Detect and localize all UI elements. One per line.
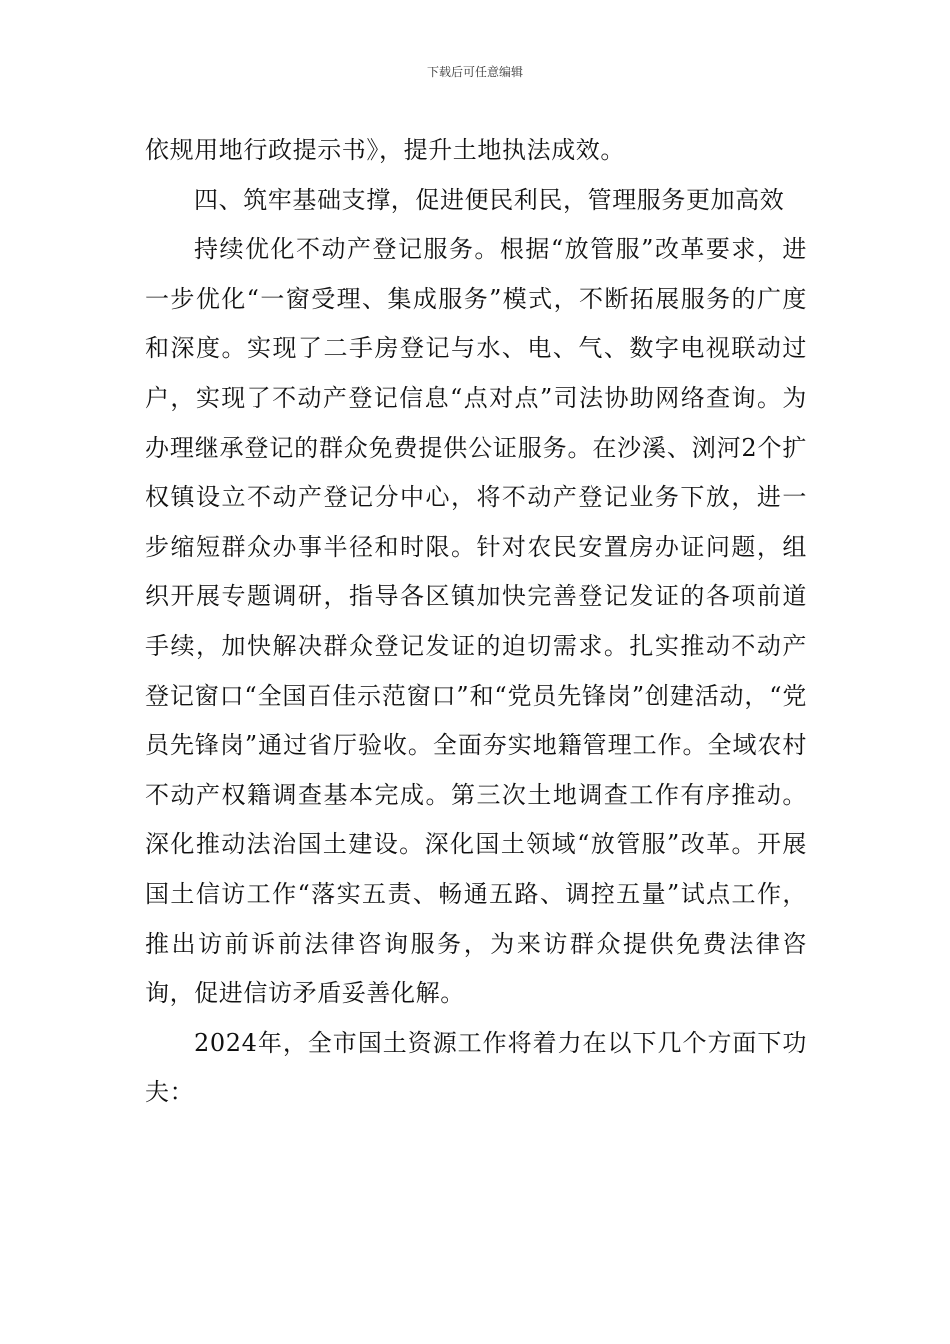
paragraph-continuation: 依规用地行政提示书》，提升土地执法成效。 <box>145 136 625 164</box>
document-body <box>145 126 807 1118</box>
paragraph-registration-service: 持续优化不动产登记服务。根据“放管服”改革要求，进一步优化“一窗受理、集成服务”模式，不断拓展服务的广度和深度。实现了二手房登记与水、电、气、数字电视联动过户，实现了不动产登记信息“点对点”司法协助网络查询。为办理继承登记的群众免费提供公证服务。在沙溪、浏河2个扩权镇设立不动产登记分中心，将不动产登记业务下放，进一步缩短群众办事半径和时限。针对农民安置房办证问题，组织开展专题调研，指导各区镇加快完善登记发证的各项前道手续，加快解决群众登记发证的迫切需求。扎实推动不动产登记窗口“全国百佳示范窗口”和“党员先锋岗”创建活动，“党员先锋岗”通过省厅验收。全面夯实地籍管理工作。全域农村不动产权籍调查基本完成。第三次土地调查工作有序推动。深化推动法治国土建设。深化国土领域“放管服”改革。开展国土信访工作“落实五责、畅通五路、调控五量”试点工作，推出访前诉前法律咨询服务，为来访群众提供免费法律咨询，促进信访矛盾妥善化解。 <box>145 235 807 1008</box>
section-heading: 四、筑牢基础支撑，促进便民利民，管理服务更加高效 <box>194 185 785 214</box>
paragraph-2024-plan: 2024年，全市国土资源工作将着力在以下几个方面下功夫： <box>145 1028 807 1107</box>
page-header: 下载后可任意编辑 <box>426 65 523 79</box>
